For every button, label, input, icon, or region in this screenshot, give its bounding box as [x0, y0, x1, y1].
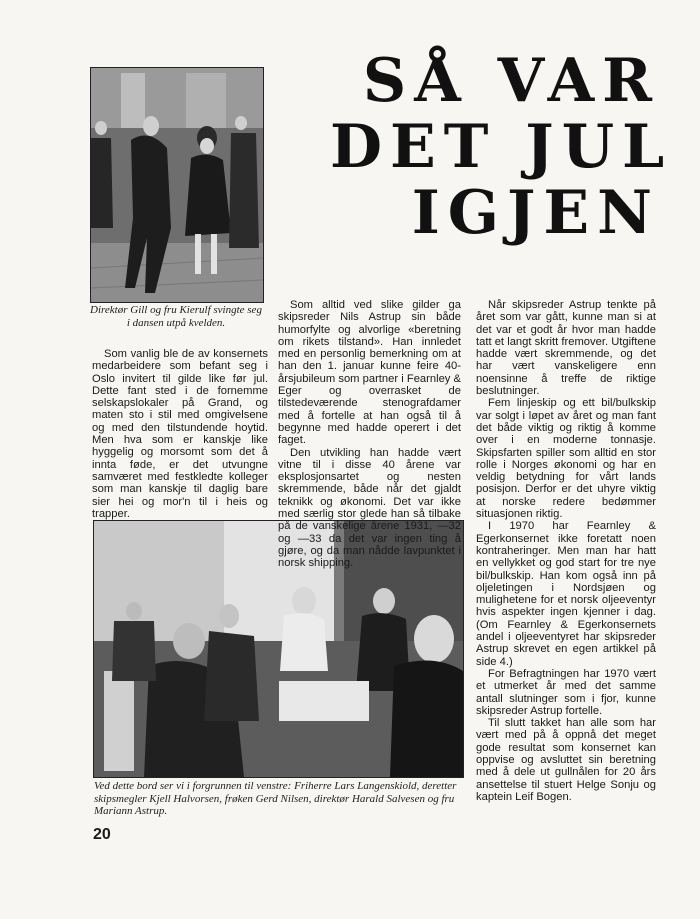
dance-photo-caption: Direktør Gill og fru Kierulf svingte seg i dansen utpå kvelden.: [90, 304, 262, 329]
paragraph: Den utvikling han hadde vært vitne til i disse 40 årene var eksplosjonsartet og nesten skremmende, både når det gjaldt teknikk og økonomi. Det var ikke med særlig stor glede han så tilbake på de vanskelige årene 1931, —32 og —33 da det var ingen ting å gjøre, og da man nådde lavpunktet i norsk shipping.: [278, 446, 461, 570]
table-photo-caption: Ved dette bord ser vi i forgrunnen til venstre: Friherre Lars Langenskiold, deretter skipsmegler Kjell Halvorsen, frøken Gerd Nilsen, direktør Harald Salvesen og fru Mariann Astrup.: [94, 780, 457, 817]
paragraph: Fem linjeskip og ett bil/bulkskip var solgt i løpet av året og man fant det både viktig og riktig å komme over i en moderne tonnasje. Skipsfarten spiller som alltid en stor rolle i Norges økonomi og har en veldig betydning for vårt lands posisjon. Derfor er det uhyre viktig at norske redere bedømmer situasjonen riktig.: [476, 397, 656, 521]
paragraph: Når skipsreder Astrup tenkte på året som var gått, kunne man si at det var et godt år hvor man hadde tatt et langt skritt fremover. Utgiftene hadde vært skremmende, og det har vært vanskeligere enn noensinne å treffe de riktige beslutninger.: [476, 299, 656, 398]
headline: [330, 46, 673, 248]
headline-line-1: SÅ VAR: [362, 46, 660, 116]
headline-line-3: IGJEN: [411, 178, 660, 248]
paragraph: Som vanlig ble de av konsernets medarbeidere som befant seg i Oslo invitert til gilde like før jul. Dette fant sted i de fornemme selskapslokaler på Grand, og maten sto i stil med omgivelsene og med den tilstundende hoytid. Men hva som er kanskje like hyggelig og morsomt som det å innta føde, er det utvungne samværet med festkledte kolleger som man kanskje til daglig bare sier hei og mor'n til i heis og trapper.: [92, 348, 268, 520]
paragraph: Som alltid ved slike gilder ga skipsreder Nils Astrup sin både humorfylte og alvorlige «beretning om rikets tilstand». Han innledet med en personlig bemerkning om at han den 1. januar kunne feire 40-årsjubileum som partner i Fearnley & Eger og overrasket de tilstedeværende stenografdamer med å fortelle at han også til å begynne med hadde operert i det faget.: [278, 299, 461, 447]
paragraph: Til slutt takket han alle som har vært med på å oppnå det meget gode resultat som konsernet kan oppvise og avsluttet sin beretning med å dele ut gullnålen for 20 års ansettelse til stuert Helge Sonju og kaptein Leif Bogen.: [476, 717, 656, 803]
article-column-right: [476, 299, 656, 803]
page-number: 20: [93, 826, 111, 843]
article-column-left: [92, 348, 268, 520]
article-column-middle: [278, 299, 461, 570]
dance-photo: [90, 67, 264, 303]
paragraph: For Befragtningen har 1970 vært et utmerket år med det samme antall slutninger som i fjor, kunne skipsreder Astrup fortelle.: [476, 667, 656, 717]
headline-line-2: DET JUL: [330, 112, 673, 182]
paragraph: I 1970 har Fearnley & Egerkonsernet ikke foretatt noen kontraheringer. Men man har hatt en vellykket og god start for tre nye bil/bulkskip. Han kom også inn på oljeletingen i Nordsjøen og mulighetene for et norsk oljeeventyr hvis aspekter ingen kjenner i dag. (Om Fearnley & Egerkonsernets andel i oljeeventyret har skipsreder Astrup skrevet en egen artikkel på side 4.): [476, 520, 656, 668]
